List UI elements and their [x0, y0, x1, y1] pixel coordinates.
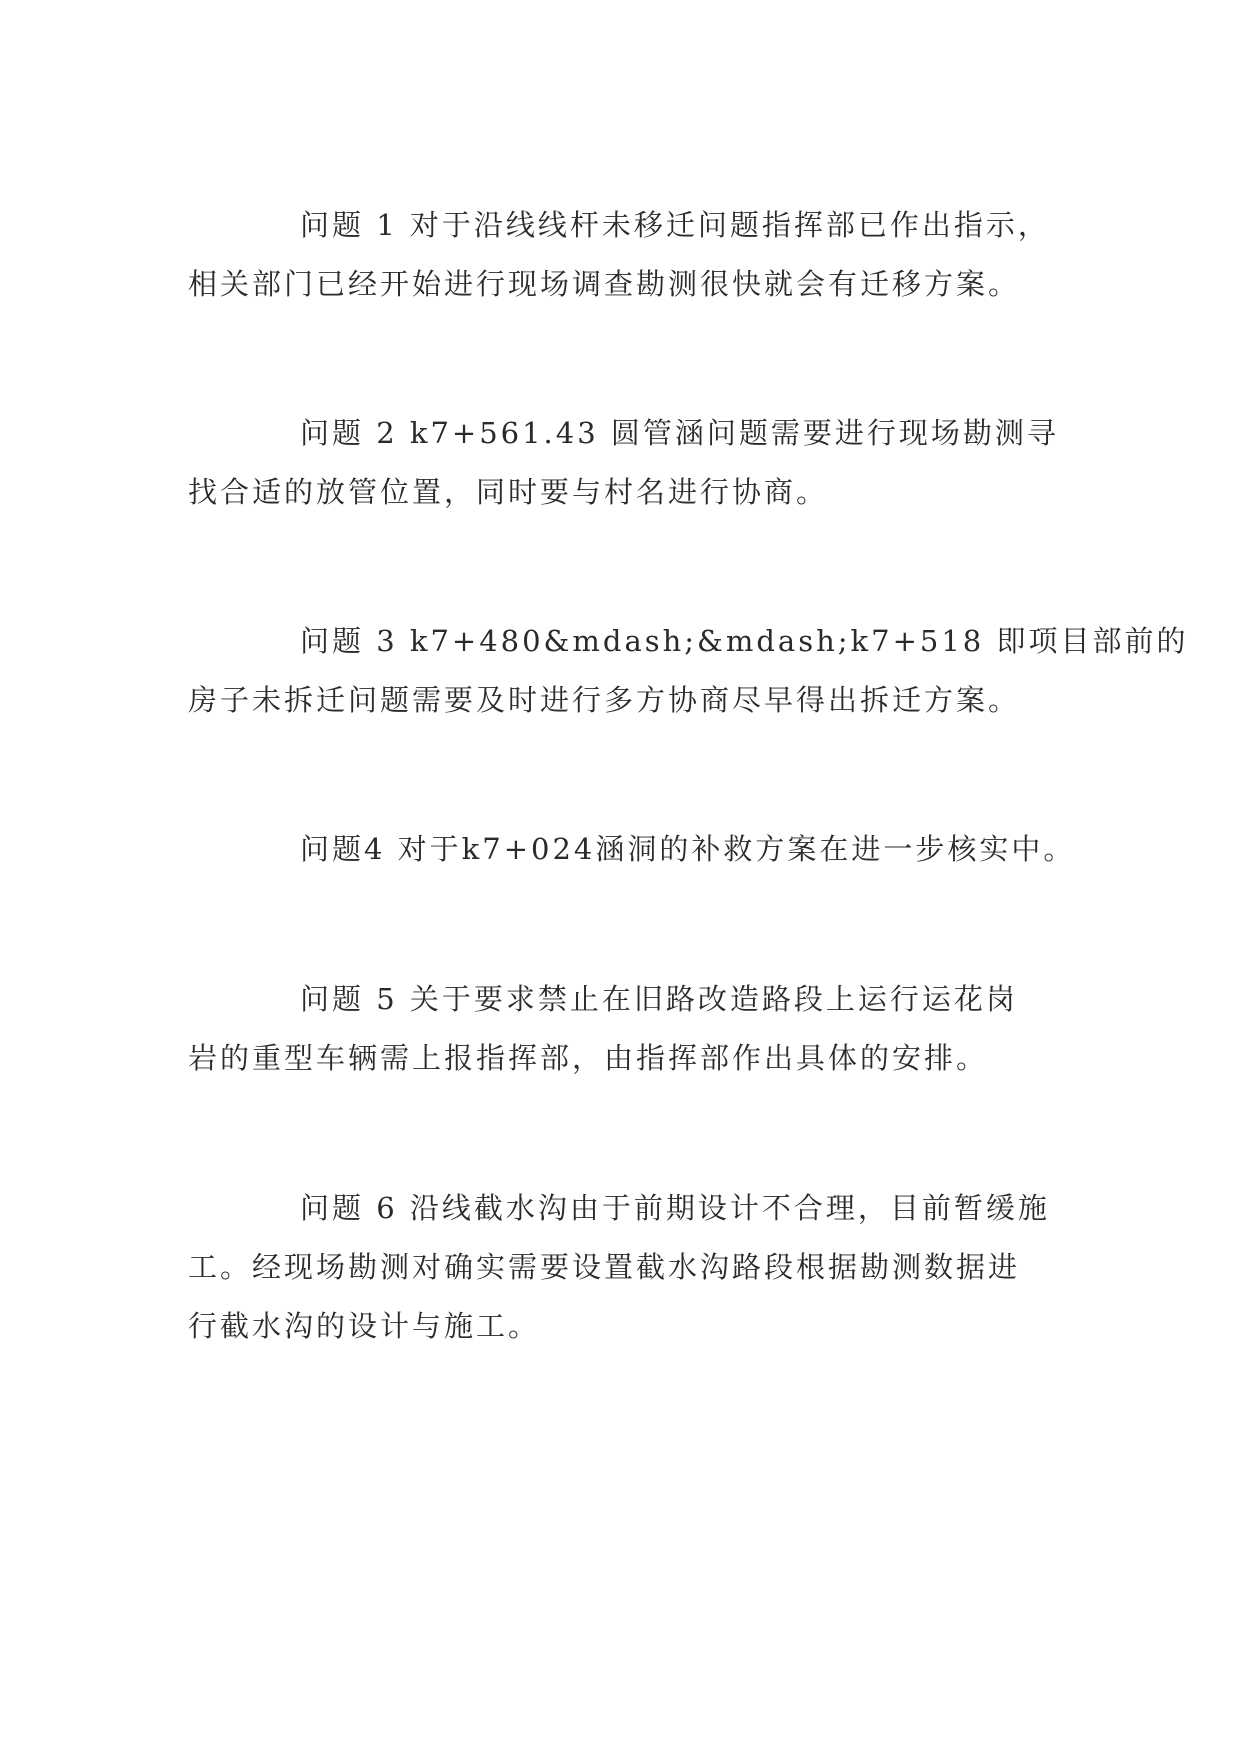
paragraph-issue-2	[188, 404, 1068, 522]
paragraph-line: 问题 6 沿线截水沟由于前期设计不合理，目前暂缓施	[300, 1191, 1050, 1225]
paragraph-line: 房子未拆迁问题需要及时进行多方协商尽早得出拆迁方案。	[188, 683, 1021, 717]
paragraph-line: 问题4 对于k7+024涵洞的补救方案在进一步核实中。	[300, 832, 1076, 866]
paragraph-issue-4	[188, 820, 1076, 879]
paragraph-line: 问题 2 k7+561.43 圆管涵问题需要进行现场勘测寻	[300, 416, 1059, 450]
paragraph-line: 问题 1 对于沿线线杆未移迁问题指挥部已作出指示，	[300, 208, 1050, 242]
paragraph-issue-6	[188, 1179, 1068, 1356]
paragraph-issue-3	[188, 612, 1189, 730]
paragraph-line: 找合适的放管位置，同时要与村名进行协商。	[188, 475, 829, 509]
paragraph-issue-1	[188, 196, 1068, 314]
paragraph-line: 问题 5 关于要求禁止在旧路改造路段上运行运花岗	[300, 982, 1018, 1016]
paragraph-line: 行截水沟的设计与施工。	[188, 1309, 541, 1343]
paragraph-issue-5	[188, 970, 1068, 1088]
paragraph-line: 问题 3 k7+480&mdash;&mdash;k7+518 即项目部前的	[300, 624, 1189, 658]
paragraph-line: 相关部门已经开始进行现场调查勘测很快就会有迁移方案。	[188, 267, 1021, 301]
paragraph-line: 工。经现场勘测对确实需要设置截水沟路段根据勘测数据进	[188, 1250, 1021, 1284]
paragraph-line: 岩的重型车辆需上报指挥部，由指挥部作出具体的安排。	[188, 1041, 989, 1075]
